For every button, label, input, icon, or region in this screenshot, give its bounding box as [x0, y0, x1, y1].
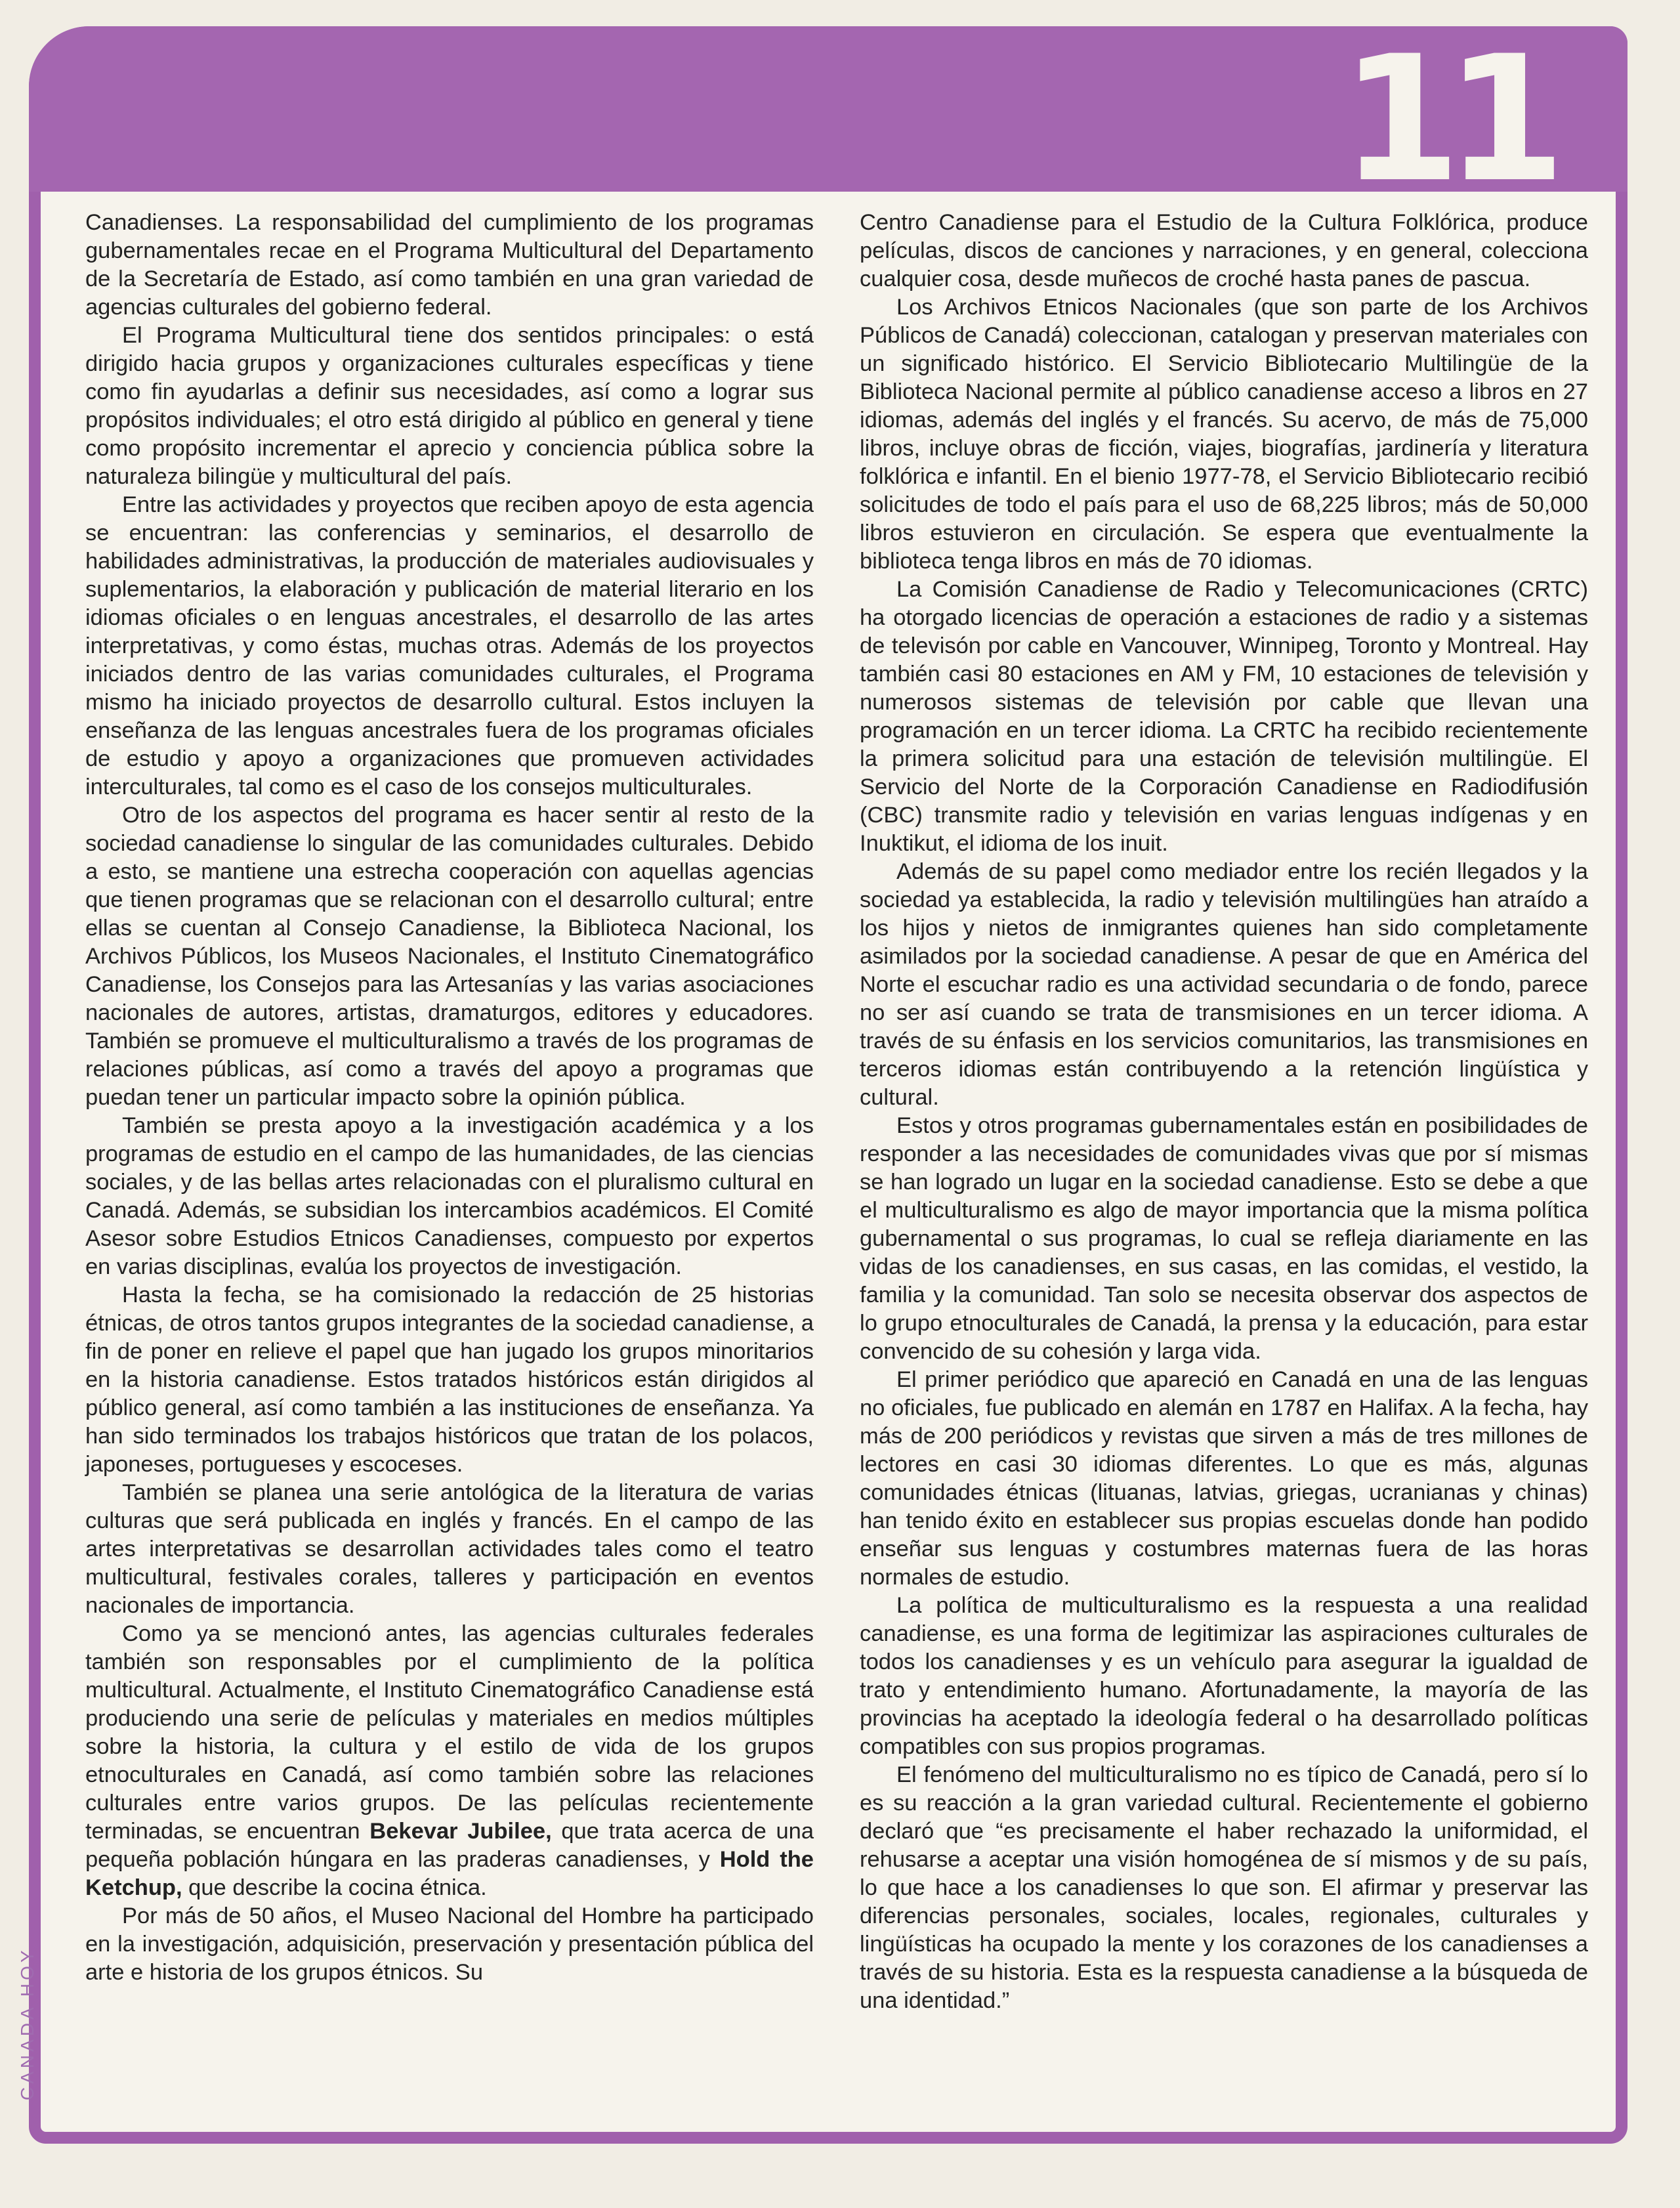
paragraph: También se planea una serie antológica de la literatura de varias culturas que será publicada en inglés y francés. En el campo de las artes interpretativas se desarrollan actividades tales como el teatro multicultural, festivales corales, talleres y participación en eventos nacionales de importancia.	[85, 1480, 814, 1618]
film-title: Bekevar Jubilee,	[369, 1819, 552, 1844]
paragraph: Por más de 50 años, el Museo Nacional del Hombre ha participado en la investigación, adquisición, preservación y presentación pública del arte e historia de los grupos étnicos. Su	[85, 1903, 814, 1985]
film-title: Hold the Ketchup,	[85, 1847, 814, 1900]
right-column	[860, 209, 1588, 2015]
paragraph: La política de multiculturalismo es la respuesta a una realidad canadiense, es una forma de legitimizar las aspiraciones culturales de todos los canadienses y es un vehículo para asegurar la igualdad de trato y entendimiento humano. Afortunadamente, la mayoría de las provincias ha aceptado la ideología federal o ha desarrollado políticas compatibles con sus propios programas.	[860, 1593, 1588, 1759]
paragraph: También se presta apoyo a la investigación académica y a los programas de estudio en el campo de las humanidades, de las ciencias sociales, y de las bellas artes relacionadas con el pluralismo cultural en Canadá. Además, se subsidian los intercambios académicos. El Comité Asesor sobre Estudios Etnicos Canadienses, compuesto por expertos en varias disciplinas, evalúa los proyectos de investigación.	[85, 1113, 814, 1279]
paragraph: Entre las actividades y proyectos que reciben apoyo de esta agencia se encuentran: las conferencias y seminarios, el desarrollo de habilidades administrativas, la producción de materiales audiovisuales y suplementarios, la elaboración y publicación de material literario en los idiomas oficiales o en lenguas ancestrales, el desarrollo de las artes interpretativas, y como éstas, muchas otras. Además de los proyectos iniciados dentro de las varias comunidades culturales, el Programa mismo ha iniciado proyectos de desarrollo cultural. Estos incluyen la enseñanza de las lenguas ancestrales fuera de los programas oficiales de estudio y apoyo a organizaciones que promueven actividades interculturales, tal como es el caso de los consejos multiculturales.	[85, 492, 814, 799]
films-text: que describe la cocina étnica.	[182, 1875, 487, 1900]
paragraph: La Comisión Canadiense de Radio y Telecomunicaciones (CRTC) ha otorgado licencias de operación a estaciones de radio y a sistemas de televisón por cable en Vancouver, Winnipeg, Toronto y Montreal. Hay también casi 80 estaciones en AM y FM, 10 estaciones de televisión y numerosos sistemas de televisión por cable que llevan una programación en un tercer idioma. La CRTC ha recibido recientemente la primera solicitud para una estación de televisión multilingüe. El Servicio del Norte de la Corporación Canadiense en Radiodifusión (CBC) transmite radio y televisión en varias lenguas indígenas y en Inuktikut, el idioma de los inuit.	[860, 577, 1588, 856]
films-text: Como ya se mencionó antes, las agencias culturales federales también son responsables por el cumplimiento de la política multicultural. Actualmente, el Instituto Cinematográfico Canadiense está produciendo una serie de películas y materiales en medios múltiples sobre la historia, la cultura y el estilo de vida de los grupos etnoculturales en Canadá, así como también sobre las relaciones culturales entre varios grupos. De las películas recientemente terminadas, se encuentran	[85, 1621, 814, 1844]
paragraph: Hasta la fecha, se ha comisionado la redacción de 25 historias étnicas, de otros tantos grupos integrantes de la sociedad canadiense, a fin de poner en relieve el papel que han jugado los grupos minoritarios en la historia canadiense. Estos tratados históricos están dirigidos al público general, así como también a las instituciones de enseñanza. Ya han sido terminados los trabajos históricos que tratan de los polacos, japoneses, portugueses y escoceses.	[85, 1283, 814, 1477]
paragraph: Además de su papel como mediador entre los recién llegados y la sociedad ya establecida, la radio y televisión multilingües han atraído a los hijos y nietos de inmigrantes quienes han sido completamente asimilados por la sociedad canadiense. A pesar de que en América del Norte el escuchar radio es una actividad secundaria o de fondo, parece no ser así cuando se trata de transmisiones en un tercer idioma. A través de su énfasis en los servicios comunitarios, las transmisiones en terceros idiomas están contribuyendo a la retención lingüística y cultural.	[860, 859, 1588, 1110]
header-band	[29, 19, 1628, 221]
paragraph: El Programa Multicultural tiene dos sentidos principales: o está dirigido hacia grupos y organizaciones culturales específicas y tiene como fin ayudarlas a definir sus necesidades, así como a lograr sus propósitos individuales; el otro está dirigido al público en general y tiene como propósito incrementar el aprecio y conciencia pública sobre la naturaleza bilingüe y multicultural del país.	[85, 323, 814, 489]
paragraph: Los Archivos Etnicos Nacionales (que son parte de los Archivos Públicos de Canadá) coleccionan, catalogan y preservan materiales con un significado histórico. El Servicio Bibliotecario Multilingüe de la Biblioteca Nacional permite al público canadiense acceso a libros en 27 idiomas, además del inglés y el francés. Su acervo, de más de 75,000 libros, incluye obras de ficción, viajes, biografías, jardinería y literatura folklórica e infantil. En el bienio 1977-78, el Servicio Bibliotecario recibió solicitudes de todo el país para el uso de 68,225 libros; más de 50,000 libros estuvieron en circulación. Se espera que eventualmente la biblioteca tenga libros en más de 70 idiomas.	[860, 295, 1588, 574]
paragraph: Canadienses. La responsabilidad del cumplimiento de los programas gubernamentales recae en el Programa Multicultural del Departamento de la Secretaría de Estado, así como también en una gran variedad de agencias culturales del gobierno federal.	[85, 210, 814, 320]
paragraph: Centro Canadiense para el Estudio de la Cultura Folklórica, produce películas, discos de canciones y narraciones, y en general, colecciona cualquier cosa, desde muñecos de croché hasta panes de pascua.	[860, 210, 1588, 291]
films-text: que trata acerca de una pequeña población húngara en las praderas canadienses, y	[85, 1819, 814, 1872]
left-column	[85, 209, 814, 1987]
paragraph: El primer periódico que apareció en Canadá en una de las lenguas no oficiales, fue publicado en alemán en 1787 en Halifax. A la fecha, hay más de 200 periódicos y revistas que sirven a más de tres millones de lectores en casi 30 idiomas diferentes. Lo que es más, algunas comunidades étnicas (lituanas, latvias, griegas, ucranianas y chinas) han tenido éxito en establecer sus propias escuelas donde han podido enseñar sus lenguas y costumbres maternas fuera de las horas normales de estudio.	[860, 1367, 1588, 1590]
paragraph: Estos y otros programas gubernamentales están en posibilidades de responder a las necesidades de comunidades vivas que por sí mismas se han logrado un lugar en la sociedad canadiense. Esto se debe a que el multiculturalismo es algo de mayor importancia que la misma política gubernamental o sus programas, lo cual se refleja diariamente en las vidas de los canadienses, en sus casas, en las comidas, el vestido, la familia y la comunidad. Tan solo se necesita observar dos aspectos de lo grupo etnoculturales de Canadá, la prensa y la educación, para estar convencido de su cohesión y larga vida.	[860, 1113, 1588, 1364]
paragraph: El fenómeno del multiculturalismo no es típico de Canadá, pero sí lo es su reacción a la gran variedad cultural. Recientemente el gobierno declaró que “es precisamente el haber rechazado la uniformidad, el rehusarse a aceptar una visión homogénea de sí mismos y de su país, lo que hace a los canadienses lo que son. El afirmar y preservar las diferencias personales, sociales, locales, regionales, culturales y lingüísticas ha ocupado la mente y los corazones de los canadienses a través de su historia. Esta es la respuesta canadiense a la búsqueda de una identidad.”	[860, 1762, 1588, 2013]
films-paragraph	[85, 1620, 814, 1902]
paragraph: Otro de los aspectos del programa es hacer sentir al resto de la sociedad canadiense lo singular de las comunidades culturales. Debido a esto, se mantiene una estrecha cooperación con aquellas agencias que tienen programas que se relacionan con el desarrollo cultural; entre ellas se cuentan al Consejo Canadiense, la Biblioteca Nacional, los Archivos Públicos, los Museos Nacionales, el Instituto Cinematográfico Canadiense, los Consejos para las Artesanías y las varias asociaciones nacionales de autores, artistas, dramaturgos, editores y educadores. También se promueve el multiculturalismo a través de los programas de relaciones públicas, así como a través del apoyo a programas que puedan tener un particular impacto sobre la opinión pública.	[85, 803, 814, 1110]
side-label: CANADA HOY	[17, 1947, 37, 2100]
page-number: 11	[1340, 19, 1550, 221]
